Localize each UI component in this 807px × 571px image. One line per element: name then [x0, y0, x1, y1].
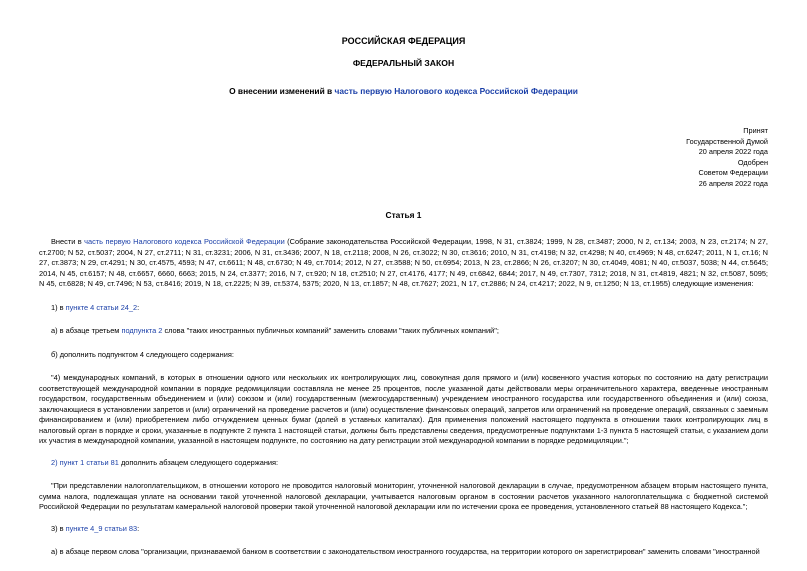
adoption-date: 20 апреля 2022 года	[698, 147, 768, 157]
item-3	[39, 524, 768, 535]
item-3a: а) в абзаце первом слова "организации, признаваемой банком в соответствии с законодательством иностранного государства, на территории которого он зарегистрирован" заменить словами "иностранной	[51, 547, 760, 557]
item-1a-rest: слова "таких иностранных публичных компаний" заменить словами "таких публичных компаний";	[162, 326, 499, 336]
item-3-suffix: :	[137, 523, 140, 533]
intro-rest: (Собрание законодательства Российской Федерации, 1998, N 31, ст.3824; 1999, N 28, ст.3487; 2000, N 2, ст.134; 2003, N 23, ст.2174; N 27, ст.2700; N 52, ст.5037; 2004, N 27, ст.2711; N 31, ст.3231; 2006, N 31, ст.3436; 2007, N 18, ст.2118; 2008, N 26, ст.3022; N 30, ст.3616; 2010, N 31, ст.4198; N 32, ст.4298; N 40, ст.4969; N 48, ст.6247; 2011, N 1, ст.16; N 27, ст.3873; N 29, ст.4291; N 30, ст.4575, 4593; N 47, ст.6611; N 48, ст.6730; N 49, ст.7014; 2012, N 27, ст.3588; N 50, ст.6954; 2013, N 23, ст.2866; N 26, ст.3207; N 30, ст.4049, 4081; N 40, ст.5037, 5038; N 44, ст.5645; 2014, N 45, ст.6157; N 48, ст.6657, 6660, 6663; 2015, N 24, ст.3377; 2016, N 7, ст.920; N 18, ст.2510; N 27, ст.4176, 4177; N 49, ст.6842, 6844; 2017, N 49, ст.7307, 7312; 2018, N 31, ст.4819, 4821; N 32, ст.5087, 5095; N 45, ст.6828; N 49, ст.7496; N 53, ст.8416; 2019, N 18, ст.2225; N 39, ст.5374, 5375; 2020, N 13, ст.1857; N 48, ст.7627; 2021, N 17, ст.2886; N 24, ст.4217; 2022, N 9, ст.1250; N 13, ст.1955) следующие изменения:	[39, 237, 768, 289]
tax-code-link[interactable]: часть первую Налогового кодекса Российской Федерации	[334, 86, 578, 96]
federation-heading: РОССИЙСКАЯ ФЕДЕРАЦИЯ	[341, 36, 466, 46]
article-24-2-link[interactable]: пункте 4 статьи 24_2	[65, 302, 138, 312]
tax-code-link[interactable]: часть первую Налогового кодекса Российской Федерации	[84, 237, 285, 246]
article-83-link[interactable]: пункте 4_9 статьи 83	[65, 523, 138, 533]
law-title-prefix: О внесении изменений в	[229, 86, 335, 96]
item-3-prefix: 3) в	[51, 523, 66, 533]
item-1a-prefix: а) в абзаце третьем	[51, 326, 122, 336]
law-body	[39, 237, 768, 571]
intro-paragraph	[39, 237, 768, 290]
item-1b: б) дополнить подпунктом 4 следующего содержания:	[51, 349, 234, 359]
subparagraph-2-link[interactable]: подпункта 2	[121, 326, 163, 336]
adoption-line: Государственной Думой	[686, 136, 768, 146]
item-2-rest: дополнить абзацем следующего содержания:	[118, 457, 279, 467]
item-1-suffix: :	[137, 302, 140, 312]
quote-1: "4) международных компаний, в которых в отношении одного или нескольких их контролирующих лиц, совокупная доля прямого и (или) косвенного участия которых по состоянию на дату регистрации соответствующей международной компании в порядке редомициляции составляла не менее 25 процентов, после указанной даты действовали меры ограничительного характера, введенные иностранным государством, государственным объединением и (или) союзом и (или) государственным (межгосударственным) учреждением иностранного государства или государственного объединения и (или) союза, заключающиеся в установлении запретов и (или) ограничений на проведение расчетов и (или) осуществление финансовых операций, запретов или ограничений на проведение операций, связанных с заемным финансированием и (или) приобретением либо отчуждением ценных бумаг (долей в уставных капиталах). Для применения положений настоящего подпункта в отношении таких контролирующих лиц в налоговый орган в порядке и сроки, указанные в подпункте 2 пункта 1 настоящей статьи, должны быть представлены сведения, предусмотренные подпунктами 1-3 пункта 5 настоящей статьи, с указанием доли их участия в международной компании, указанной в настоящем подпункте, по состоянию на дату регистрации этой международной компании в порядке редомициляции.";	[39, 373, 768, 446]
article-title: Статья 1	[385, 210, 422, 220]
intro-prefix: Внести в	[51, 237, 85, 246]
approval-line: Одобрен	[737, 157, 768, 167]
approval-date: 26 апреля 2022 года	[698, 178, 768, 188]
item-1	[39, 303, 768, 314]
adoption-block	[686, 126, 768, 189]
adoption-line: Принят	[743, 126, 768, 135]
article-81-link[interactable]: 2) пункт 1 статьи 81	[51, 457, 119, 467]
quote-2: "При представлении налогоплательщиком, в отношении которого не проводится налоговый мониторинг, уточненной налоговой декларации в случае, предусмотренном абзацем вторым настоящего пункта, сумма налога, подлежащая уплате на основании такой уточненной налоговой декларации, учитывается налоговым органом в состоянии расчетов указанного налогоплательщика с бюджетной системой Российской Федерации по результатам камеральной налоговой проверки такой уточненной налоговой декларации или по истечении срока ее проведения, установленного статьей 88 настоящего Кодекса.";	[39, 481, 768, 512]
approval-line: Советом Федерации	[698, 168, 768, 178]
law-type-heading: ФЕДЕРАЛЬНЫЙ ЗАКОН	[352, 58, 455, 68]
item-1a	[39, 326, 768, 337]
law-title	[0, 86, 807, 98]
item-1-prefix: 1) в	[51, 302, 66, 312]
item-2	[39, 458, 768, 469]
